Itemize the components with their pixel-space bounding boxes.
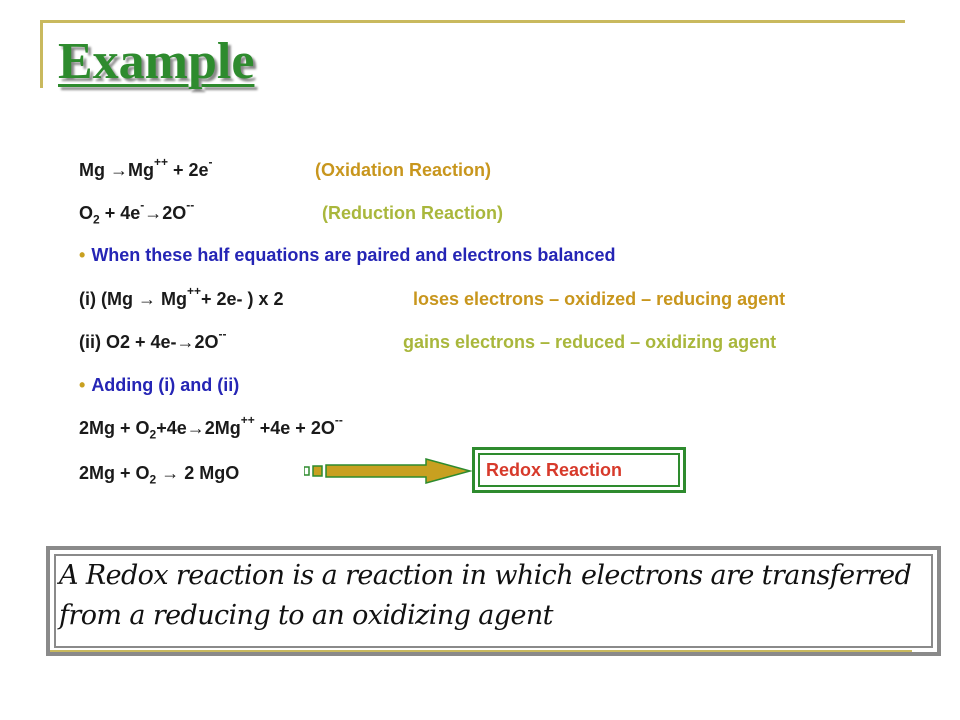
eq2-sub-1: 2 [93,212,100,227]
sum2-part-b: → 2 MgO [156,463,240,483]
arrow-right-icon [304,458,474,484]
eq1-sup-1: ++ [153,155,168,169]
eq2-sup-2: -- [186,198,195,212]
sum1-sup-2: -- [334,413,343,427]
sum2-sub-1: 2 [149,472,157,487]
oxidation-label: (Oxidation Reaction) [315,160,492,180]
step2-part-a: (ii) O2 + 4e-→2O [79,332,219,352]
combined-equation [79,413,343,442]
bullet-half-equations-text: When these half equations are paired and electrons balanced [91,245,616,265]
oxidation-equation [79,155,213,180]
step-one-note: loses electrons – oxidized – reducing agent [413,289,786,309]
bullet-adding-text: Adding (i) and (ii) [91,375,240,395]
step-one-equation [79,284,284,309]
definition-box [46,546,941,656]
sum1-sup-1: ++ [240,413,255,427]
step2-sup-1: -- [218,327,227,341]
eq1-part-b: + 2e [168,160,209,180]
definition-underline [50,650,912,652]
sum2-part-a: 2Mg + O [79,463,150,483]
step-two-equation [79,327,227,352]
sum1-part-b: +4e→2Mg [156,418,241,438]
accent-line-vertical [40,20,43,88]
sum1-part-c: +4e + 2O [254,418,335,438]
eq1-part-a: Mg →Mg [79,160,154,180]
bullet-adding [79,376,239,394]
reduction-equation [79,198,195,227]
eq1-sup-2: - [208,155,213,169]
bullet-icon: • [79,375,86,395]
step1-part-a: (i) (Mg → Mg [79,289,187,309]
eq2-part-c: →2O [144,203,187,223]
bullet-half-equations [79,246,615,264]
reduction-label: (Reduction Reaction) [322,203,504,223]
bullet-icon: • [79,245,86,265]
slide-title: Example [58,33,255,90]
step1-sup-1: ++ [186,284,201,298]
redox-reaction-box [472,447,686,493]
accent-line-horizontal [40,20,905,23]
sum1-sub-1: 2 [149,427,157,442]
eq2-part-b: + 4e [99,203,141,223]
redox-reaction-label: Redox Reaction [486,460,623,480]
eq2-sup-1: - [140,198,145,212]
step-two-note: gains electrons – reduced – oxidizing agent [403,332,777,352]
final-equation [79,463,240,487]
sum1-part-a: 2Mg + O [79,418,150,438]
eq2-part-a: O [79,203,94,223]
definition-text: A Redox reaction is a reaction in which electrons are transferred from a reducing to an oxidizing agent [59,560,912,631]
step1-part-b: + 2e- ) x 2 [200,289,284,309]
